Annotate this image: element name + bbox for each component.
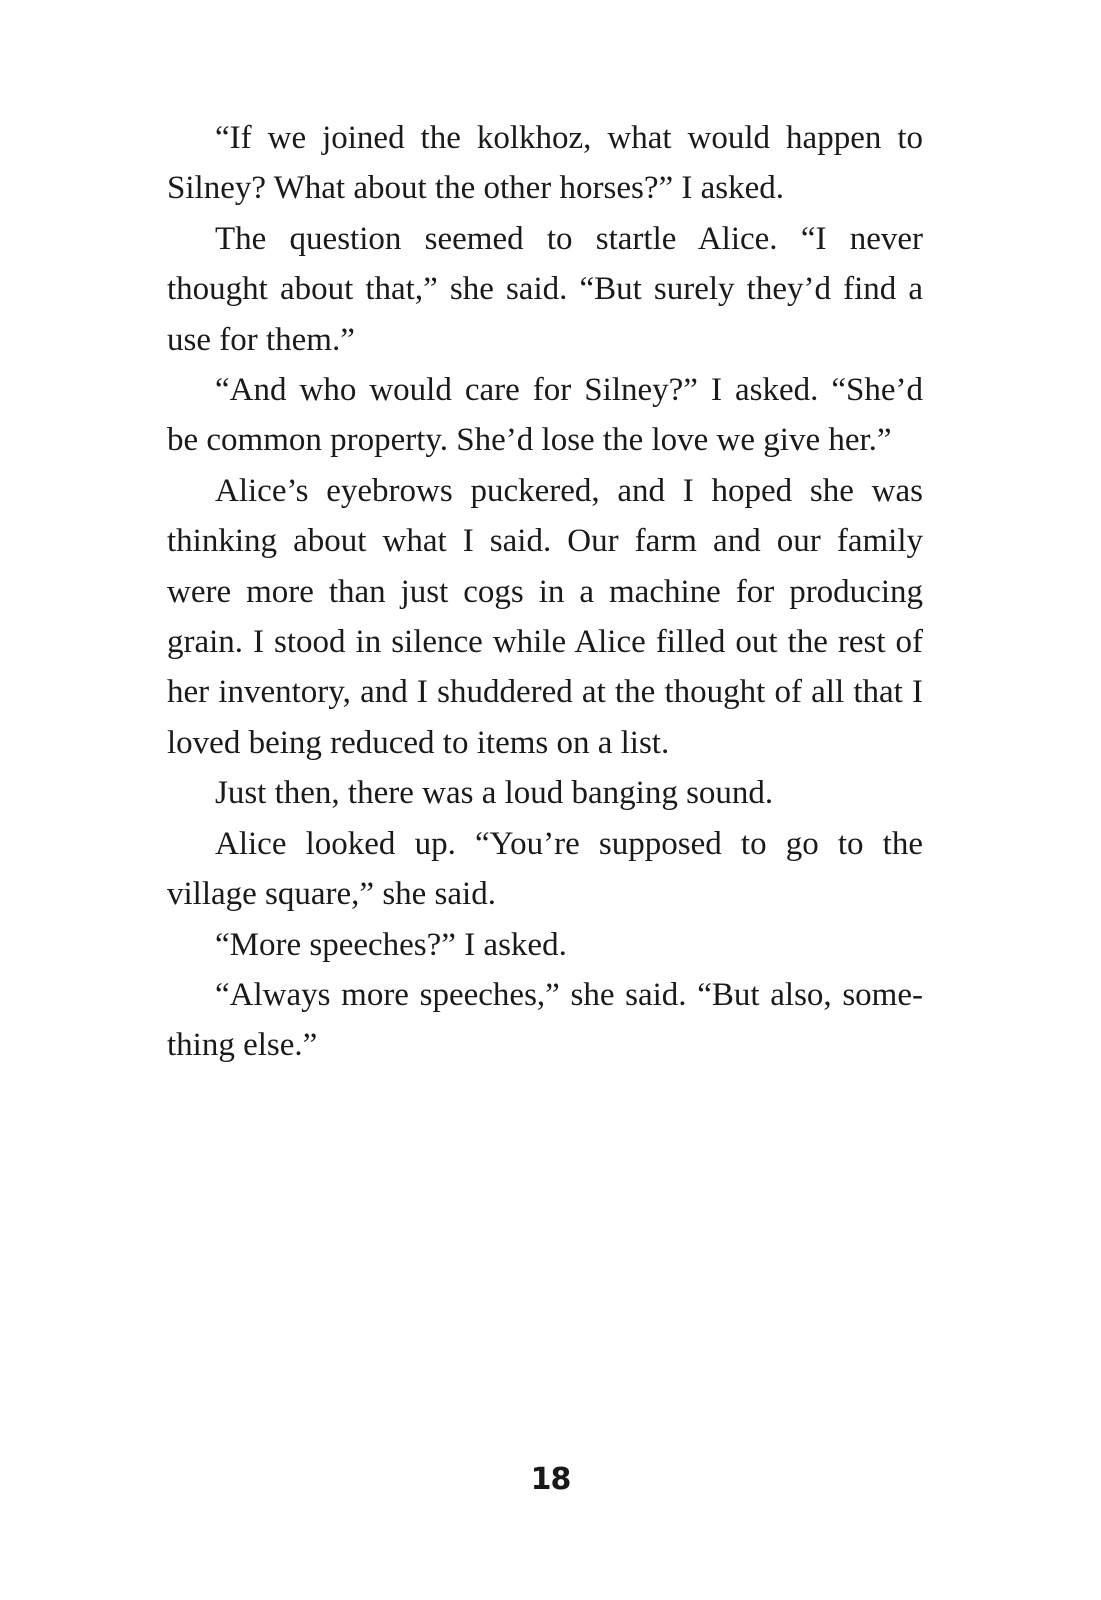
body-text <box>167 113 923 1071</box>
paragraph: “More speeches?” I asked. <box>215 926 567 963</box>
paragraph: “If we joined the kolkhoz, what would happen to Silney? What about the other horses?” I asked. <box>167 120 923 207</box>
paragraph: “And who would care for Silney?” I asked. “She’d be common property. She’d lose the love we give her.” <box>167 372 923 459</box>
paragraph: Just then, there was a loud banging sound. <box>215 775 774 812</box>
paragraph: The question seemed to startle Alice. “I never thought about that,” she said. “But surely they’d find a use for them.” <box>167 220 923 358</box>
paragraph: “Always more speeches,” she said. “But also, something else.” <box>167 976 923 1064</box>
paragraph: Alice looked up. “You’re supposed to go to the village square,” she said. <box>167 825 923 913</box>
page-number: 18 <box>530 1462 571 1497</box>
paragraph: Alice’s eyebrows puckered, and I hoped she was thinking about what I said. Our farm and our family were more than just cogs in a machine for producing grain. I stood in silence while Alice filled out the rest of her inventory, and I shuddered at the thought of all that I loved being reduced to items on a list. <box>167 472 923 761</box>
